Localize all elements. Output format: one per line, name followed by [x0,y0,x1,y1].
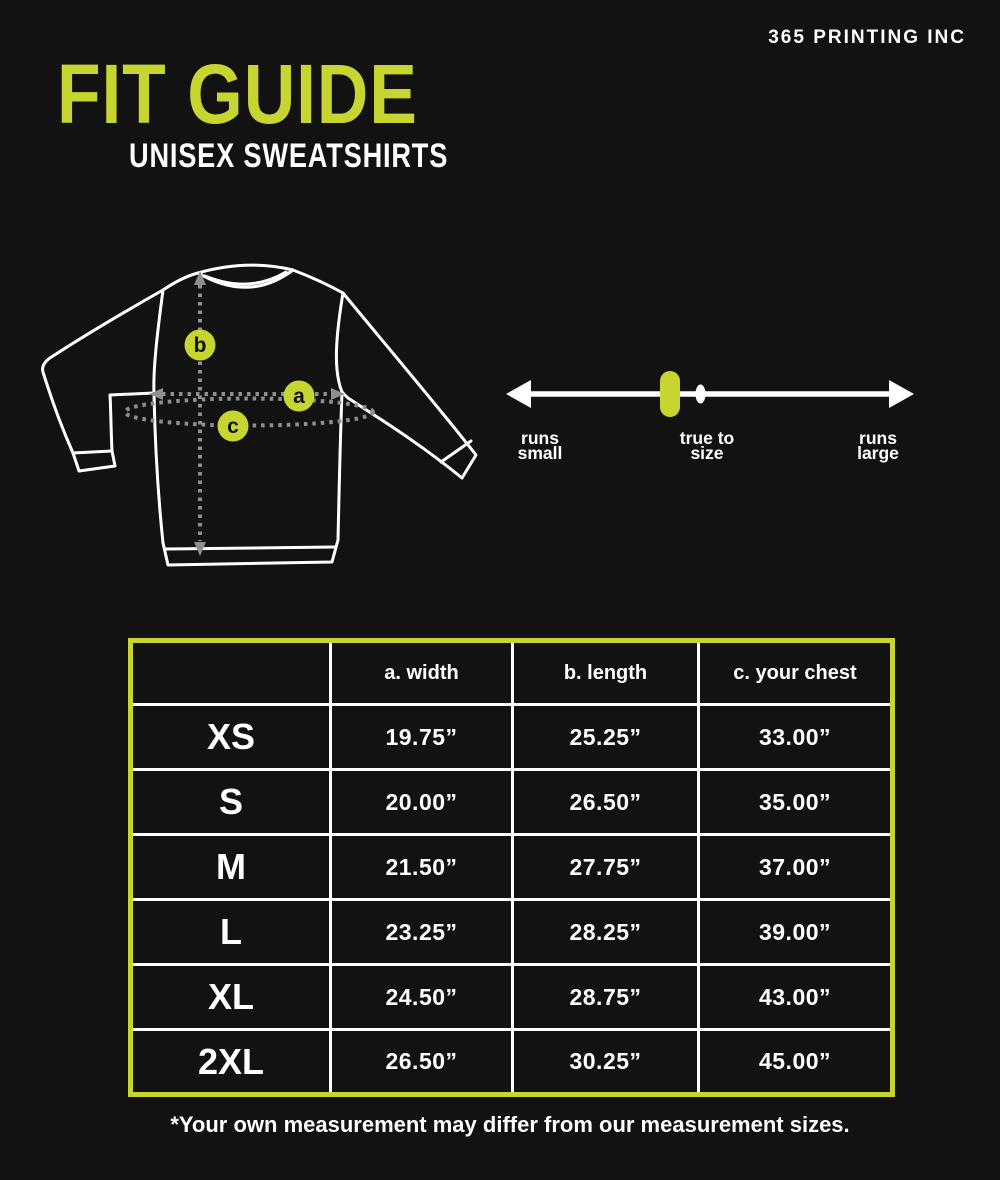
table-row [131,835,893,900]
size-label: M [131,835,331,900]
table-row [131,900,893,965]
table-row [131,1030,893,1095]
length-value: 25.25” [513,705,699,770]
size-table [128,638,895,1097]
chest-value: 37.00” [699,835,893,900]
fit-indicator [660,371,680,417]
width-value: 21.50” [331,835,513,900]
scale-label-true-to-size [647,428,767,463]
chest-measure-ellipse [125,399,373,426]
length-value: 26.50” [513,770,699,835]
chest-value: 39.00” [699,900,893,965]
left-cuff-line [73,451,112,453]
scale-label-runs-large [818,428,938,463]
size-label: XL [131,965,331,1030]
marker-c-label: c [227,415,239,438]
runs-small-line2: small [517,443,563,463]
page-subtitle: UNISEX SWEATSHIRTS [129,137,449,175]
width-value: 23.25” [331,900,513,965]
runs-small-line1: runs [521,428,559,448]
length-value: 28.25” [513,900,699,965]
true-to-size-line2: size [690,443,724,463]
table-corner-cell [131,641,331,705]
length-value: 27.75” [513,835,699,900]
size-table-header-row [131,641,893,705]
page-title: FIT GUIDE [57,47,418,141]
length-value: 30.25” [513,1030,699,1095]
body-left-seam [154,290,163,393]
right-cuff-line [441,441,471,462]
fit-scale-tick [696,385,706,404]
table-row [131,770,893,835]
width-arrow-left-icon [149,388,163,400]
fit-scale [500,358,920,430]
column-header-width: a. width [331,641,513,705]
width-value: 20.00” [331,770,513,835]
size-label: L [131,900,331,965]
size-label: 2XL [131,1030,331,1095]
chest-value: 45.00” [699,1030,893,1095]
width-value: 24.50” [331,965,513,1030]
size-label: S [131,770,331,835]
body-right-seam [336,293,343,392]
chest-value: 35.00” [699,770,893,835]
length-value: 28.75” [513,965,699,1030]
chest-value: 33.00” [699,705,893,770]
chest-value: 43.00” [699,965,893,1030]
column-header-chest: c. your chest [699,641,893,705]
measurement-disclaimer: *Your own measurement may differ from our measurement sizes. [170,1112,850,1137]
fit-scale-arrow-right-icon [889,380,914,408]
true-to-size-line1: true to [679,428,735,448]
table-row [131,705,893,770]
fit-scale-arrow-left-icon [506,380,531,408]
scale-label-runs-small [480,428,600,463]
runs-large-line1: runs [859,428,897,448]
marker-a-label: a [293,385,305,408]
hem-line [166,547,335,549]
width-value: 19.75” [331,705,513,770]
size-label: XS [131,705,331,770]
sweatshirt-measurement-diagram [25,245,495,585]
runs-large-line2: large [857,443,899,463]
sweatshirt-outline [43,265,476,565]
brand-name: 365 PRINTING INC [768,27,966,48]
width-value: 26.50” [331,1030,513,1095]
marker-b-label: b [193,334,207,357]
column-header-length: b. length [513,641,699,705]
table-row [131,965,893,1030]
